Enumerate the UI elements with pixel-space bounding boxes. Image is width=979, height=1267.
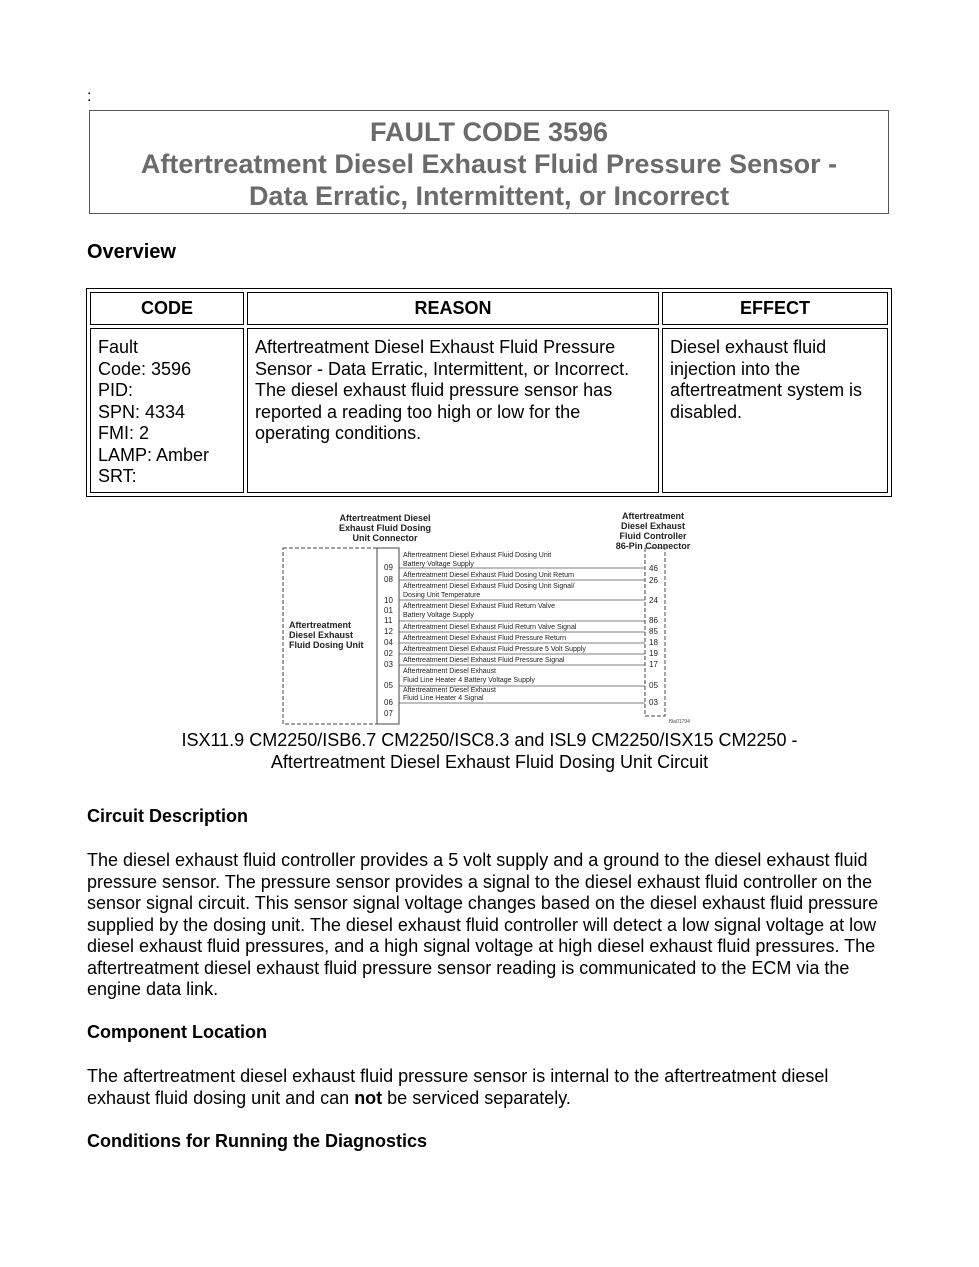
caption-line-1: ISX11.9 CM2250/ISB6.7 CM2250/ISC8.3 and ISL9 CM2250/ISX15 CM2250 -: [181, 730, 798, 750]
wire-label: Fluid Line Heater 4 Signal: [403, 695, 484, 702]
left-pin-label: 10: [384, 596, 393, 605]
circuit-diagram-svg: [281, 508, 701, 726]
reason-cell: Aftertreatment Diesel Exhaust Fluid Pressure Sensor - Data Erratic, Intermittent, or Incorrect. The diesel exhaust fluid pressure sensor has reported a reading too high or low for the operating conditions.: [247, 328, 659, 493]
wire-label: Aftertreatment Diesel Exhaust Fluid Pressure Return: [403, 635, 567, 642]
effect-column-header: EFFECT: [662, 292, 888, 325]
wire-label: Aftertreatment Diesel Exhaust Fluid Pressure Signal: [403, 657, 565, 664]
left-pin-label: 09: [384, 563, 393, 572]
code-line: PID:: [98, 380, 134, 400]
right-pin-label: 18: [649, 638, 658, 647]
wire-label: Dosing Unit Temperature: [403, 592, 481, 599]
wire-label: Aftertreatment Diesel Exhaust: [403, 687, 496, 694]
right-pin-label: 26: [649, 576, 658, 585]
dosing-unit-label: Fluid Dosing Unit: [289, 640, 364, 650]
code-line: LAMP: Amber: [98, 444, 210, 465]
code-line: SRT:: [98, 466, 137, 486]
left-pin-label: 05: [384, 681, 393, 690]
right-pin-label: 19: [649, 649, 658, 658]
reason-column-header: REASON: [247, 292, 659, 325]
component-text-end: be serviced separately.: [382, 1087, 571, 1108]
overview-table: [86, 288, 892, 497]
overview-heading: Overview: [87, 241, 176, 263]
code-column-header: CODE: [90, 292, 244, 325]
leading-colon: :: [87, 88, 92, 105]
wire-label: Fluid Line Heater 4 Battery Voltage Supply: [403, 677, 535, 684]
right-pin-label: 46: [649, 564, 658, 573]
right-pin-label: 17: [649, 660, 658, 669]
fault-code-title: FAULT CODE 3596: [369, 117, 609, 147]
wire-label: Battery Voltage Supply: [403, 612, 474, 619]
code-line: Fault: [98, 337, 139, 357]
table-row: [90, 328, 888, 493]
fault-description-line-2: Data Erratic, Intermittent, or Incorrect: [248, 181, 730, 211]
right-pin-label: 05: [649, 681, 658, 690]
component-text-emphasis: not: [354, 1087, 383, 1108]
left-connector-label: Aftertreatment Diesel: [339, 513, 431, 523]
conditions-heading: Conditions for Running the Diagnostics: [87, 1131, 427, 1151]
right-connector-label: Diesel Exhaust: [620, 521, 686, 531]
table-header-row: [90, 292, 888, 325]
effect-cell: Diesel exhaust fluid injection into the aftertreatment system is disabled.: [662, 328, 888, 493]
left-pin-label: 11: [384, 616, 393, 625]
caption-line-2: Aftertreatment Diesel Exhaust Fluid Dosing Unit Circuit: [270, 751, 709, 772]
component-text-start: The aftertreatment diesel exhaust fluid pressure sensor is internal to the aftertreatment diesel exhaust fluid dosing unit and can: [87, 1066, 829, 1108]
left-connector-label: Unit Connector: [352, 533, 418, 543]
right-pin-label: 03: [649, 698, 658, 707]
wire-label: Aftertreatment Diesel Exhaust: [403, 668, 496, 675]
right-pin-label: 86: [649, 616, 658, 625]
fault-description-line-1: Aftertreatment Diesel Exhaust Fluid Pressure Sensor -: [140, 149, 838, 179]
wire-label: Aftertreatment Diesel Exhaust Fluid Dosing Unit Return: [403, 572, 575, 579]
figure-id: f9a01794: [669, 719, 690, 725]
left-pin-label: 12: [384, 627, 393, 636]
code-line: SPN: 4334: [98, 401, 186, 422]
right-connector-label: 86-Pin Connector: [615, 541, 691, 551]
code-line: Code: 3596: [98, 358, 192, 379]
code-line: FMI: 2: [98, 423, 150, 443]
circuit-diagram: [281, 508, 701, 726]
circuit-description-heading: Circuit Description: [87, 806, 249, 826]
left-connector-label: Exhaust Fluid Dosing: [338, 523, 432, 533]
wire-label: Aftertreatment Diesel Exhaust Fluid Pressure 5 Volt Supply: [403, 646, 586, 653]
left-pin-label: 02: [384, 649, 393, 658]
right-pin-label: 24: [649, 596, 658, 605]
circuit-description-text: The diesel exhaust fluid controller provides a 5 volt supply and a ground to the diesel exhaust fluid pressure sensor. The pressure sensor provides a signal to the diesel exhaust fluid controller on the sensor signal circuit. This sensor signal voltage changes based on the diesel exhaust fluid pressure supplied by the dosing unit. The diesel exhaust fluid controller will detect a low signal voltage at low diesel exhaust fluid pressures, and a high signal voltage at high diesel exhaust fluid pressures. The aftertreatment diesel exhaust fluid pressure sensor reading is communicated to the ECM via the engine data link.: [87, 850, 879, 999]
wire-label: Aftertreatment Diesel Exhaust Fluid Dosing Unit Signal/: [403, 583, 575, 590]
left-pin-label: 08: [384, 575, 393, 584]
right-connector-label: Fluid Controller: [619, 531, 687, 541]
left-pin-label: 06: [384, 698, 393, 707]
wire-label: Aftertreatment Diesel Exhaust Fluid Dosing Unit: [403, 552, 552, 559]
code-cell: [90, 328, 244, 493]
title-box: [89, 110, 889, 214]
dosing-unit-label: Aftertreatment: [289, 620, 352, 630]
wire-label: Aftertreatment Diesel Exhaust Fluid Return Valve: [403, 603, 555, 610]
left-pin-label: 04: [384, 638, 393, 647]
right-pin-label: 85: [649, 627, 658, 636]
component-location-heading: Component Location: [87, 1022, 267, 1042]
right-connector-label: Aftertreatment: [621, 511, 685, 521]
left-pin-label: 03: [384, 660, 393, 669]
left-pin-label: 07: [384, 709, 393, 718]
left-pin-label: 01: [384, 606, 393, 615]
component-location-text: [87, 1066, 887, 1109]
figure-caption: [0, 730, 979, 773]
dosing-unit-label: Diesel Exhaust: [289, 630, 354, 640]
wire-label: Battery Voltage Supply: [403, 561, 474, 568]
wire-label: Aftertreatment Diesel Exhaust Fluid Return Valve Signal: [403, 624, 577, 631]
